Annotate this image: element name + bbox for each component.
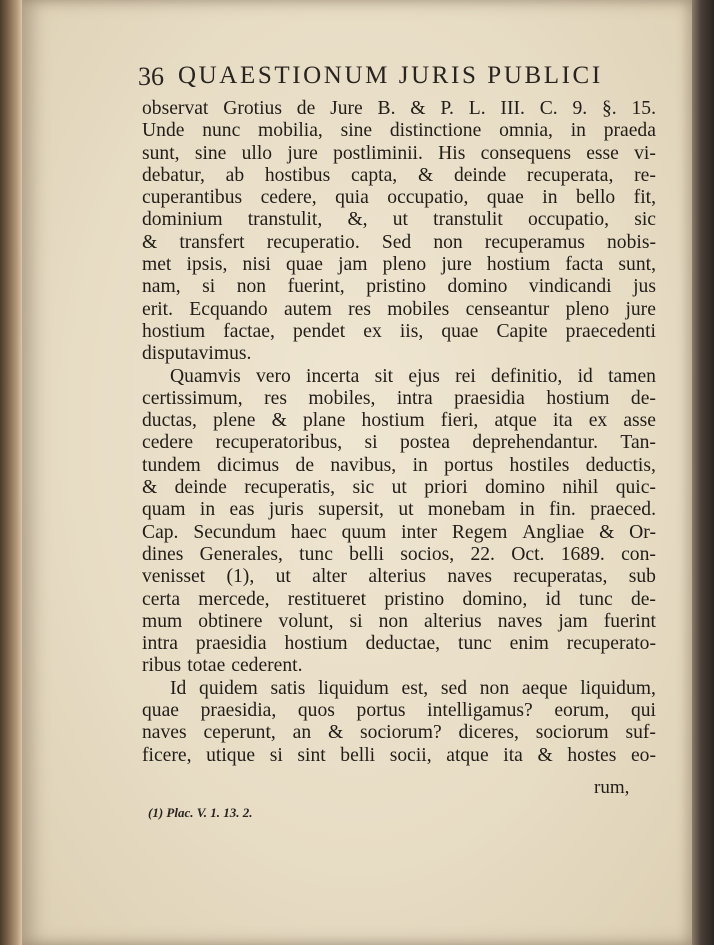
text-line: cedere recuperatoribus, si postea deprehendantur. Tan- [142,432,656,454]
text-line: debatur, ab hostibus capta, & deinde recuperata, re- [142,164,656,186]
text-line: Id quidem satis liquidum est, sed non aeque liquidum, [170,677,656,699]
text-line: quae praesidia, quos portus intelligamus? eorum, qui [142,700,656,722]
text-line: ductas, plene & plane hostium fieri, atque ita ex asse [142,410,656,432]
text-line: dines Generales, tunc belli socios, 22. Oct. 1689. con- [142,543,656,565]
catchword: rum, [594,777,630,798]
text-line: venisset (1), ut alter alterius naves recuperatas, sub [142,566,656,588]
running-head: QUAESTIONUM JURIS PUBLICI [178,62,603,89]
text-line: quam in eas juris supersit, ut monebam in fin. praeced. [142,499,656,521]
text-line: ficere, utique si sint belli socii, atque ita & hostes eo- [142,744,656,766]
text-line: & transfert recuperatio. Sed non recuperamus nobis- [142,231,656,253]
body-text [142,98,656,767]
text-line: observat Grotius de Jure B. & P. L. III. C. 9. §. 15. [142,98,656,119]
text-line: intra praesidia hostium deductae, tunc enim recuperato- [142,633,656,655]
page-header [138,60,638,100]
text-line: nam, si non fuerint, pristino domino vindicandi jus [142,276,656,298]
text-line: dominium transtulit, &, ut transtulit occupatio, sic [142,209,656,231]
text-line: certa mercede, restitueret pristino domino, id tunc de- [142,588,656,610]
text-line: sunt, sine ullo jure postliminii. His consequens esse vi- [142,142,656,164]
text-line: met ipsis, nisi quae jam pleno jure hostium facta sunt, [142,254,656,276]
text-line: cuperantibus cedere, quia occupatio, quae in bello fit, [142,187,656,209]
text-line: certissimum, res mobiles, intra praesidia hostium de- [142,387,656,409]
text-line: erit. Ecquando autem res mobiles censeantur pleno jure [142,298,656,320]
book-binding-right [692,0,714,945]
text-line: hostium factae, pendet ex iis, quae Capite praecedenti [142,320,656,342]
text-line: Unde nunc mobilia, sine distinctione omnia, in praeda [142,120,656,142]
text-line: tundem dicimus de navibus, in portus hostiles deductis, [142,454,656,476]
book-binding-left [0,0,22,945]
text-line: naves ceperunt, an & sociorum? diceres, sociorum suf- [142,722,656,744]
text-line: mum obtinere volunt, si non alterius naves jam fuerint [142,610,656,632]
footnote: (1) Plac. V. 1. 13. 2. [148,805,253,820]
text-line: ribus totae cederent. [142,655,303,677]
text-line: Cap. Secundum haec quum inter Regem Angliae & Or- [142,521,656,543]
text-line: Quamvis vero incerta sit ejus rei definitio, id tamen [170,365,656,387]
text-line: & deinde recuperatis, sic ut priori domino nihil quic- [142,477,656,499]
text-line: disputavimus. [142,343,252,365]
page-number: 36 [138,62,164,91]
